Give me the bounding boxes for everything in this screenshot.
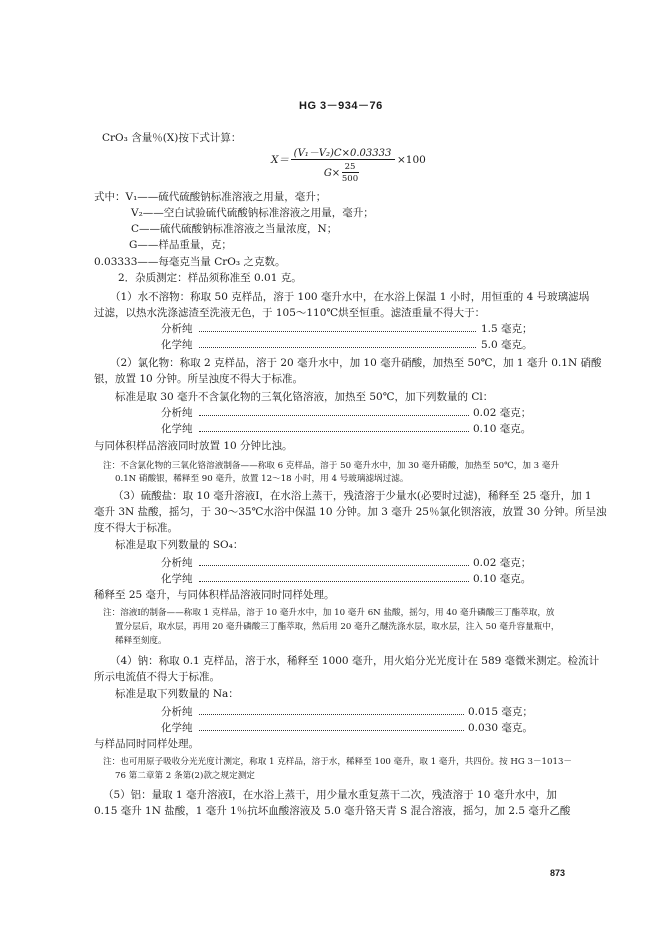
item1-grade-label: 分析纯: [161, 323, 193, 335]
item5-text-line1: （5）铝：量取 1 毫升溶液Ⅰ，在水浴上蒸干，用少量水重复蒸干二次，残渣溶于 10 毫升水中，加: [103, 789, 557, 801]
item5-text-line2: 0.15 毫升 1N 盐酸，1 毫升 1％抗坏血酸溶液及 5.0 毫升铬天青 S 混合溶液，摇匀，加 2.5 毫升乙酸: [94, 805, 571, 817]
item3-note-line3: 稀释至刻度。: [115, 636, 167, 646]
item4-grade-label: 化学纯: [161, 722, 193, 734]
formula-small-bar: [342, 172, 359, 173]
formula-numerator: (V₁－V₂)C×0.03333: [293, 148, 392, 159]
legend-v1: 式中：V₁——硫代硫酸钠标准溶液之用量，毫升；: [94, 191, 327, 203]
formula-small-numerator: 25: [344, 162, 356, 172]
item4-note-line2: 76 第二章第 2 条第(2)款之规定测定: [115, 771, 255, 781]
leader-dots: [199, 431, 469, 432]
item2-grade-value: 0.10 毫克。: [473, 423, 532, 435]
item3-text-line2: 毫升 3N 盐酸，摇匀，于 30～35℃水浴中保温 10 分钟。加 3 毫升 25％氯化钡溶液，放置 30 分钟。所呈浊: [94, 506, 607, 518]
item2-text-line2: 银，放置 10 分钟。所呈浊度不得大于标准。: [94, 373, 304, 385]
item1-grade-label: 化学纯: [161, 339, 193, 351]
item1-grade-value: 1.5 毫克；: [481, 323, 533, 335]
item4-grade-label: 分析纯: [161, 706, 193, 718]
item2-after: 与同体积样品溶液同时放置 10 分钟比浊。: [94, 440, 293, 452]
item4-grade-value: 0.030 毫克。: [468, 722, 533, 734]
legend-g: G——样品重量，克；: [129, 239, 232, 251]
item2-grade-value: 0.02 毫克；: [473, 407, 532, 419]
item2-standard: 标准是取 30 毫升不含氯化物的三氧化铬溶液，加热至 50℃，加下列数量的 Cl：: [115, 391, 494, 403]
item1-text-line1: （1）水不溶物：称取 50 克样品，溶于 100 毫升水中，在水浴上保温 1 小时，用恒重的 4 号玻璃滤埚: [110, 291, 590, 303]
leader-dots: [199, 415, 469, 416]
standard-code-header: HG 3－934－76: [299, 100, 383, 112]
formula-small-denominator: 500: [341, 174, 359, 184]
page-number: 873: [550, 868, 566, 878]
item3-text-line3: 度不得大于标准。: [94, 522, 178, 534]
item1-text-line2: 过滤，以热水洗涤滤渣至洗液无色，于 105～110℃烘至恒重。滤渣重量不得大于：: [94, 307, 486, 319]
legend-v2: V₂——空白试验硫代硫酸钠标准溶液之用量，毫升；: [131, 207, 374, 219]
item3-grade-value: 0.10 毫克。: [473, 573, 532, 585]
item3-note-line1: 注：溶液Ⅰ的制备——称取 1 克样品，溶于 10 毫升水中，加 10 毫升 6N 盐酸，摇匀，用 40 毫升磷酸三丁酯萃取，放: [103, 608, 555, 618]
leader-dots: [199, 730, 464, 731]
item3-grade-label: 分析纯: [161, 557, 193, 569]
item4-text-line2: 所示电流值不得大于标准。: [94, 671, 220, 683]
item4-after: 与样品同时同样处理。: [94, 738, 199, 750]
item4-grade-value: 0.015 毫克；: [468, 706, 533, 718]
item3-after: 稀释至 25 毫升，与同体积样品溶液同时同样处理。: [94, 589, 335, 601]
leader-dots: [199, 581, 469, 582]
formula-denominator-g: G×: [323, 168, 341, 179]
item2-grade-label: 化学纯: [161, 423, 193, 435]
formula-times-100: ×100: [397, 154, 426, 166]
item4-text-line1: （4）钠：称取 0.1 克样品，溶于水，稀释至 1000 毫升，用火焰分光光度计在 589 毫微米测定。检流计: [110, 655, 600, 667]
leader-dots: [199, 331, 476, 332]
item2-note-line2: 0.1N 硝酸银，稀释至 90 毫升，放置 12～18 小时，用 4 号玻璃滤埚过滤。: [115, 474, 409, 484]
item4-note-line1: 注：也可用原子吸收分光光度计测定，称取 1 克样品，溶于水，稀释至 100 毫升，取 1 毫升，共四份。按 HG 3－1013－: [103, 757, 573, 767]
item4-standard: 标准是取下列数量的 Na：: [115, 688, 239, 700]
item3-note-line2: 置分层后，取水层，再用 20 毫升磷酸三丁酯萃取，然后用 20 毫升乙醚洗涤水层，取水层，注入 50 毫升容量瓶中，: [115, 622, 560, 632]
item2-note-line1: 注：不含氯化物的三氧化铬溶液制备——称取 6 克样品，溶于 50 毫升水中，加 30 毫升硝酸，加热至 50℃，加 3 毫升: [103, 461, 560, 471]
formula-intro: CrO₃ 含量％(X)按下式计算：: [102, 132, 242, 144]
leader-dots: [199, 565, 469, 566]
item1-grade-value: 5.0 毫克。: [481, 339, 533, 351]
legend-constant: 0.03333——每毫克当量 CrO₃ 之克数。: [94, 256, 286, 268]
item3-grade-label: 化学纯: [161, 573, 193, 585]
item3-standard: 标准是取下列数量的 SO₄：: [115, 539, 244, 551]
legend-c: C——硫代硫酸钠标准溶液之当量浓度，N；: [131, 223, 338, 235]
leader-dots: [199, 347, 476, 348]
section-2-heading: 2．杂质测定：样品须称准至 0.01 克。: [118, 272, 302, 284]
item3-grade-value: 0.02 毫克；: [473, 557, 532, 569]
leader-dots: [199, 714, 464, 715]
item3-text-line1: （3）硫酸盐：取 10 毫升溶液Ⅰ，在水浴上蒸干，残渣溶于少量水(必要时过滤)，稀释至 25 毫升，加 1: [113, 490, 592, 502]
formula-fraction-bar: [291, 159, 395, 160]
formula-lhs: X＝: [271, 154, 289, 166]
item2-text-line1: （2）氯化物：称取 2 克样品，溶于 20 毫升水中，加 10 毫升硝酸，加热至 50℃，加 1 毫升 0.1N 硝酸: [110, 357, 602, 369]
item2-grade-label: 分析纯: [161, 407, 193, 419]
